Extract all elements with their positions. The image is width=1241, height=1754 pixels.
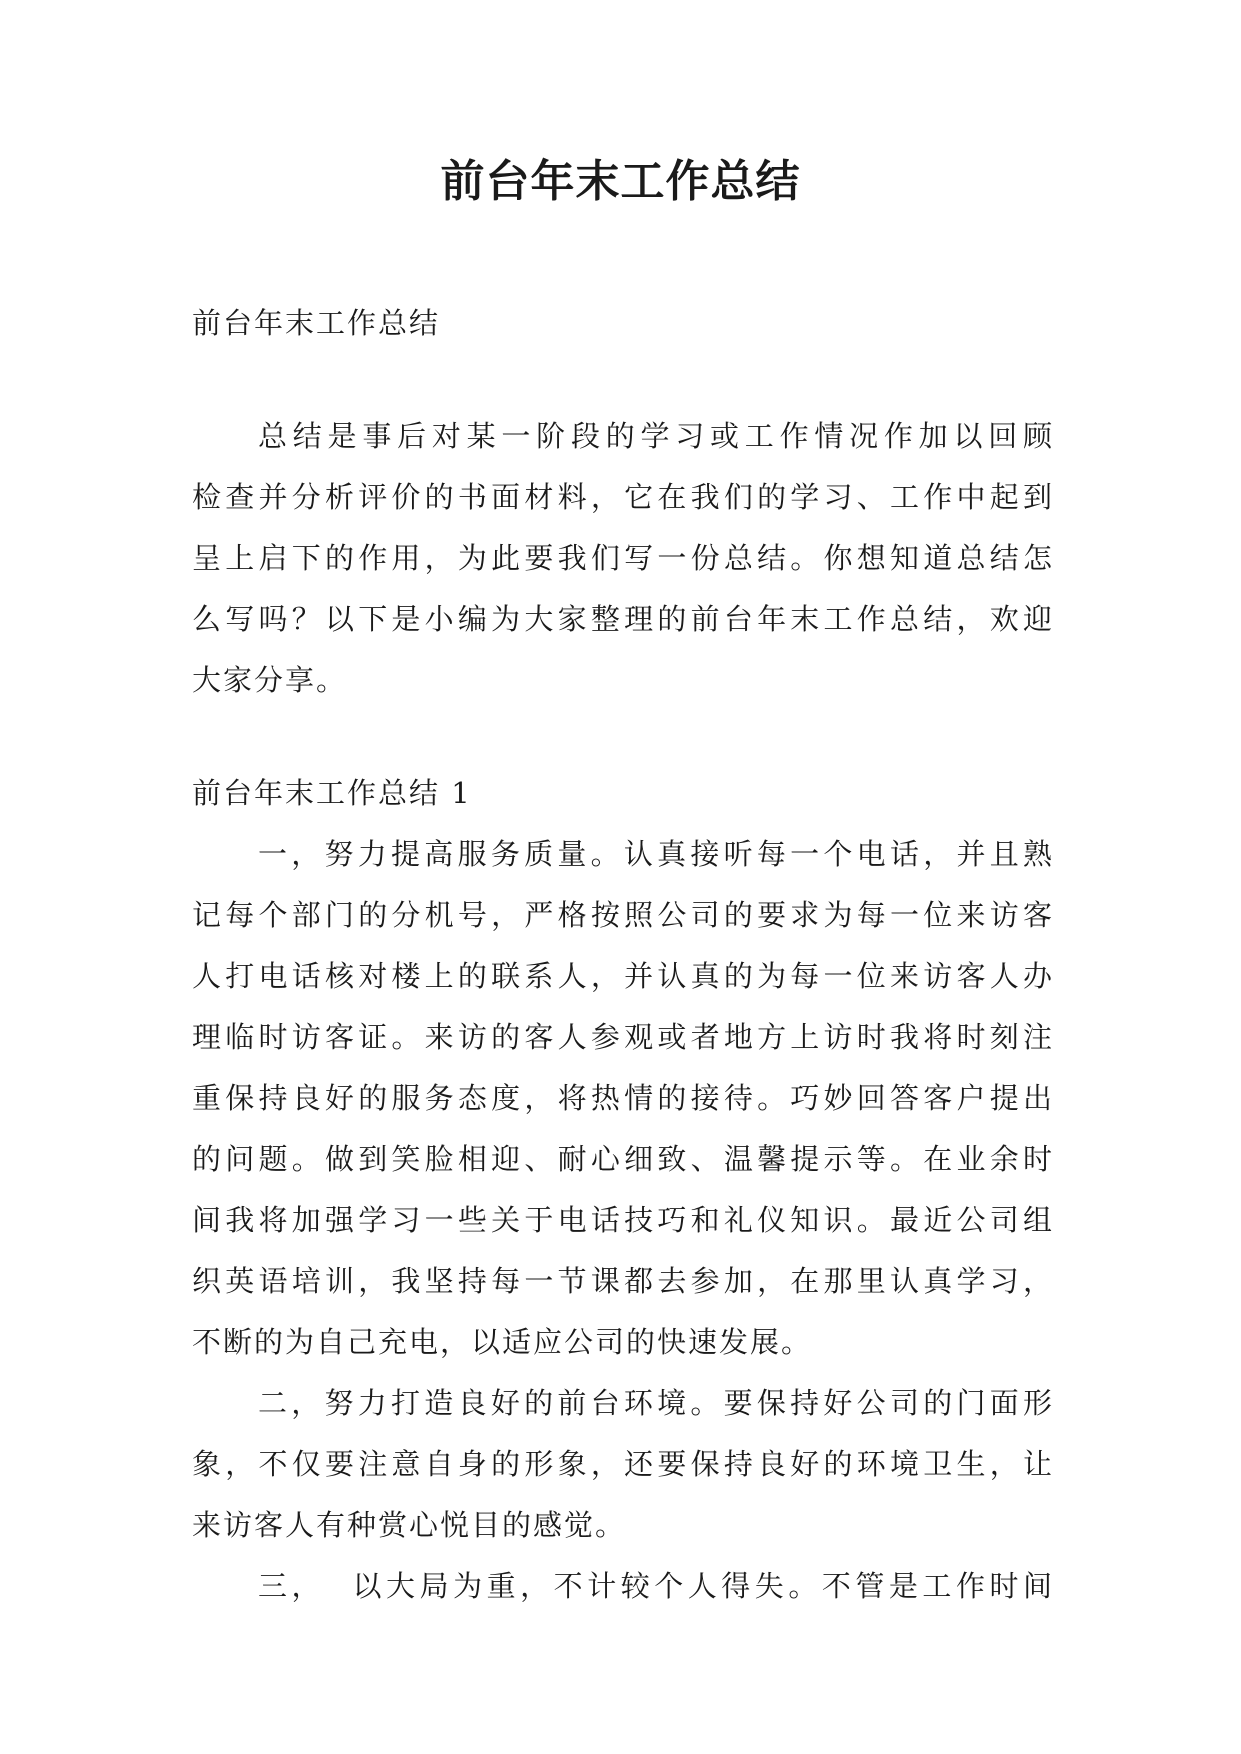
point-1-paragraph	[192, 824, 1052, 1373]
paragraph-line: 人打电话核对楼上的联系人，并认真的为每一位来访客人办	[192, 959, 1052, 993]
point-3-paragraph	[192, 1556, 1052, 1617]
paragraph-line: 来访客人有种赏心悦目的感觉。	[192, 1508, 627, 1542]
paragraph-line: 织英语培训，我坚持每一节课都去参加，在那里认真学习，	[192, 1264, 1052, 1298]
intro-paragraph	[192, 406, 1052, 711]
paragraph-line: 么写吗？以下是小编为大家整理的前台年末工作总结，欢迎	[192, 602, 1052, 636]
paragraph-line: 理临时访客证。来访的客人参观或者地方上访时我将时刻注	[192, 1020, 1052, 1054]
paragraph-line: 二，努力打造良好的前台环境。要保持好公司的门面形	[258, 1386, 1052, 1420]
paragraph-line: 象，不仅要注意自身的形象，还要保持良好的环境卫生，让	[192, 1447, 1052, 1481]
paragraph-line: 一，努力提高服务质量。认真接听每一个电话，并且熟	[258, 837, 1052, 871]
paragraph-line: 记每个部门的分机号，严格按照公司的要求为每一位来访客	[192, 898, 1052, 932]
paragraph-line: 重保持良好的服务态度，将热情的接待。巧妙回答客户提出	[192, 1081, 1052, 1115]
paragraph-line: 间我将加强学习一些关于电话技巧和礼仪知识。最近公司组	[192, 1203, 1052, 1237]
section-heading: 前台年末工作总结 1	[192, 776, 472, 810]
paragraph-line: 大家分享。	[192, 663, 348, 697]
document-body	[192, 293, 1052, 1617]
document-title: 前台年末工作总结	[440, 156, 801, 207]
document-subtitle: 前台年末工作总结	[192, 306, 441, 340]
paragraph-line: 呈上启下的作用，为此要我们写一份总结。你想知道总结怎	[192, 541, 1052, 575]
paragraph-line: 总结是事后对某一阶段的学习或工作情况作加以回顾	[258, 419, 1052, 453]
paragraph-line: 检查并分析评价的书面材料，它在我们的学习、工作中起到	[192, 480, 1052, 514]
paragraph-line: 三， 以大局为重，不计较个人得失。不管是工作时间	[258, 1569, 1052, 1603]
paragraph-line: 不断的为自己充电，以适应公司的快速发展。	[192, 1325, 813, 1359]
paragraph-line: 的问题。做到笑脸相迎、耐心细致、温馨提示等。在业余时	[192, 1142, 1052, 1176]
point-2-paragraph	[192, 1373, 1052, 1556]
